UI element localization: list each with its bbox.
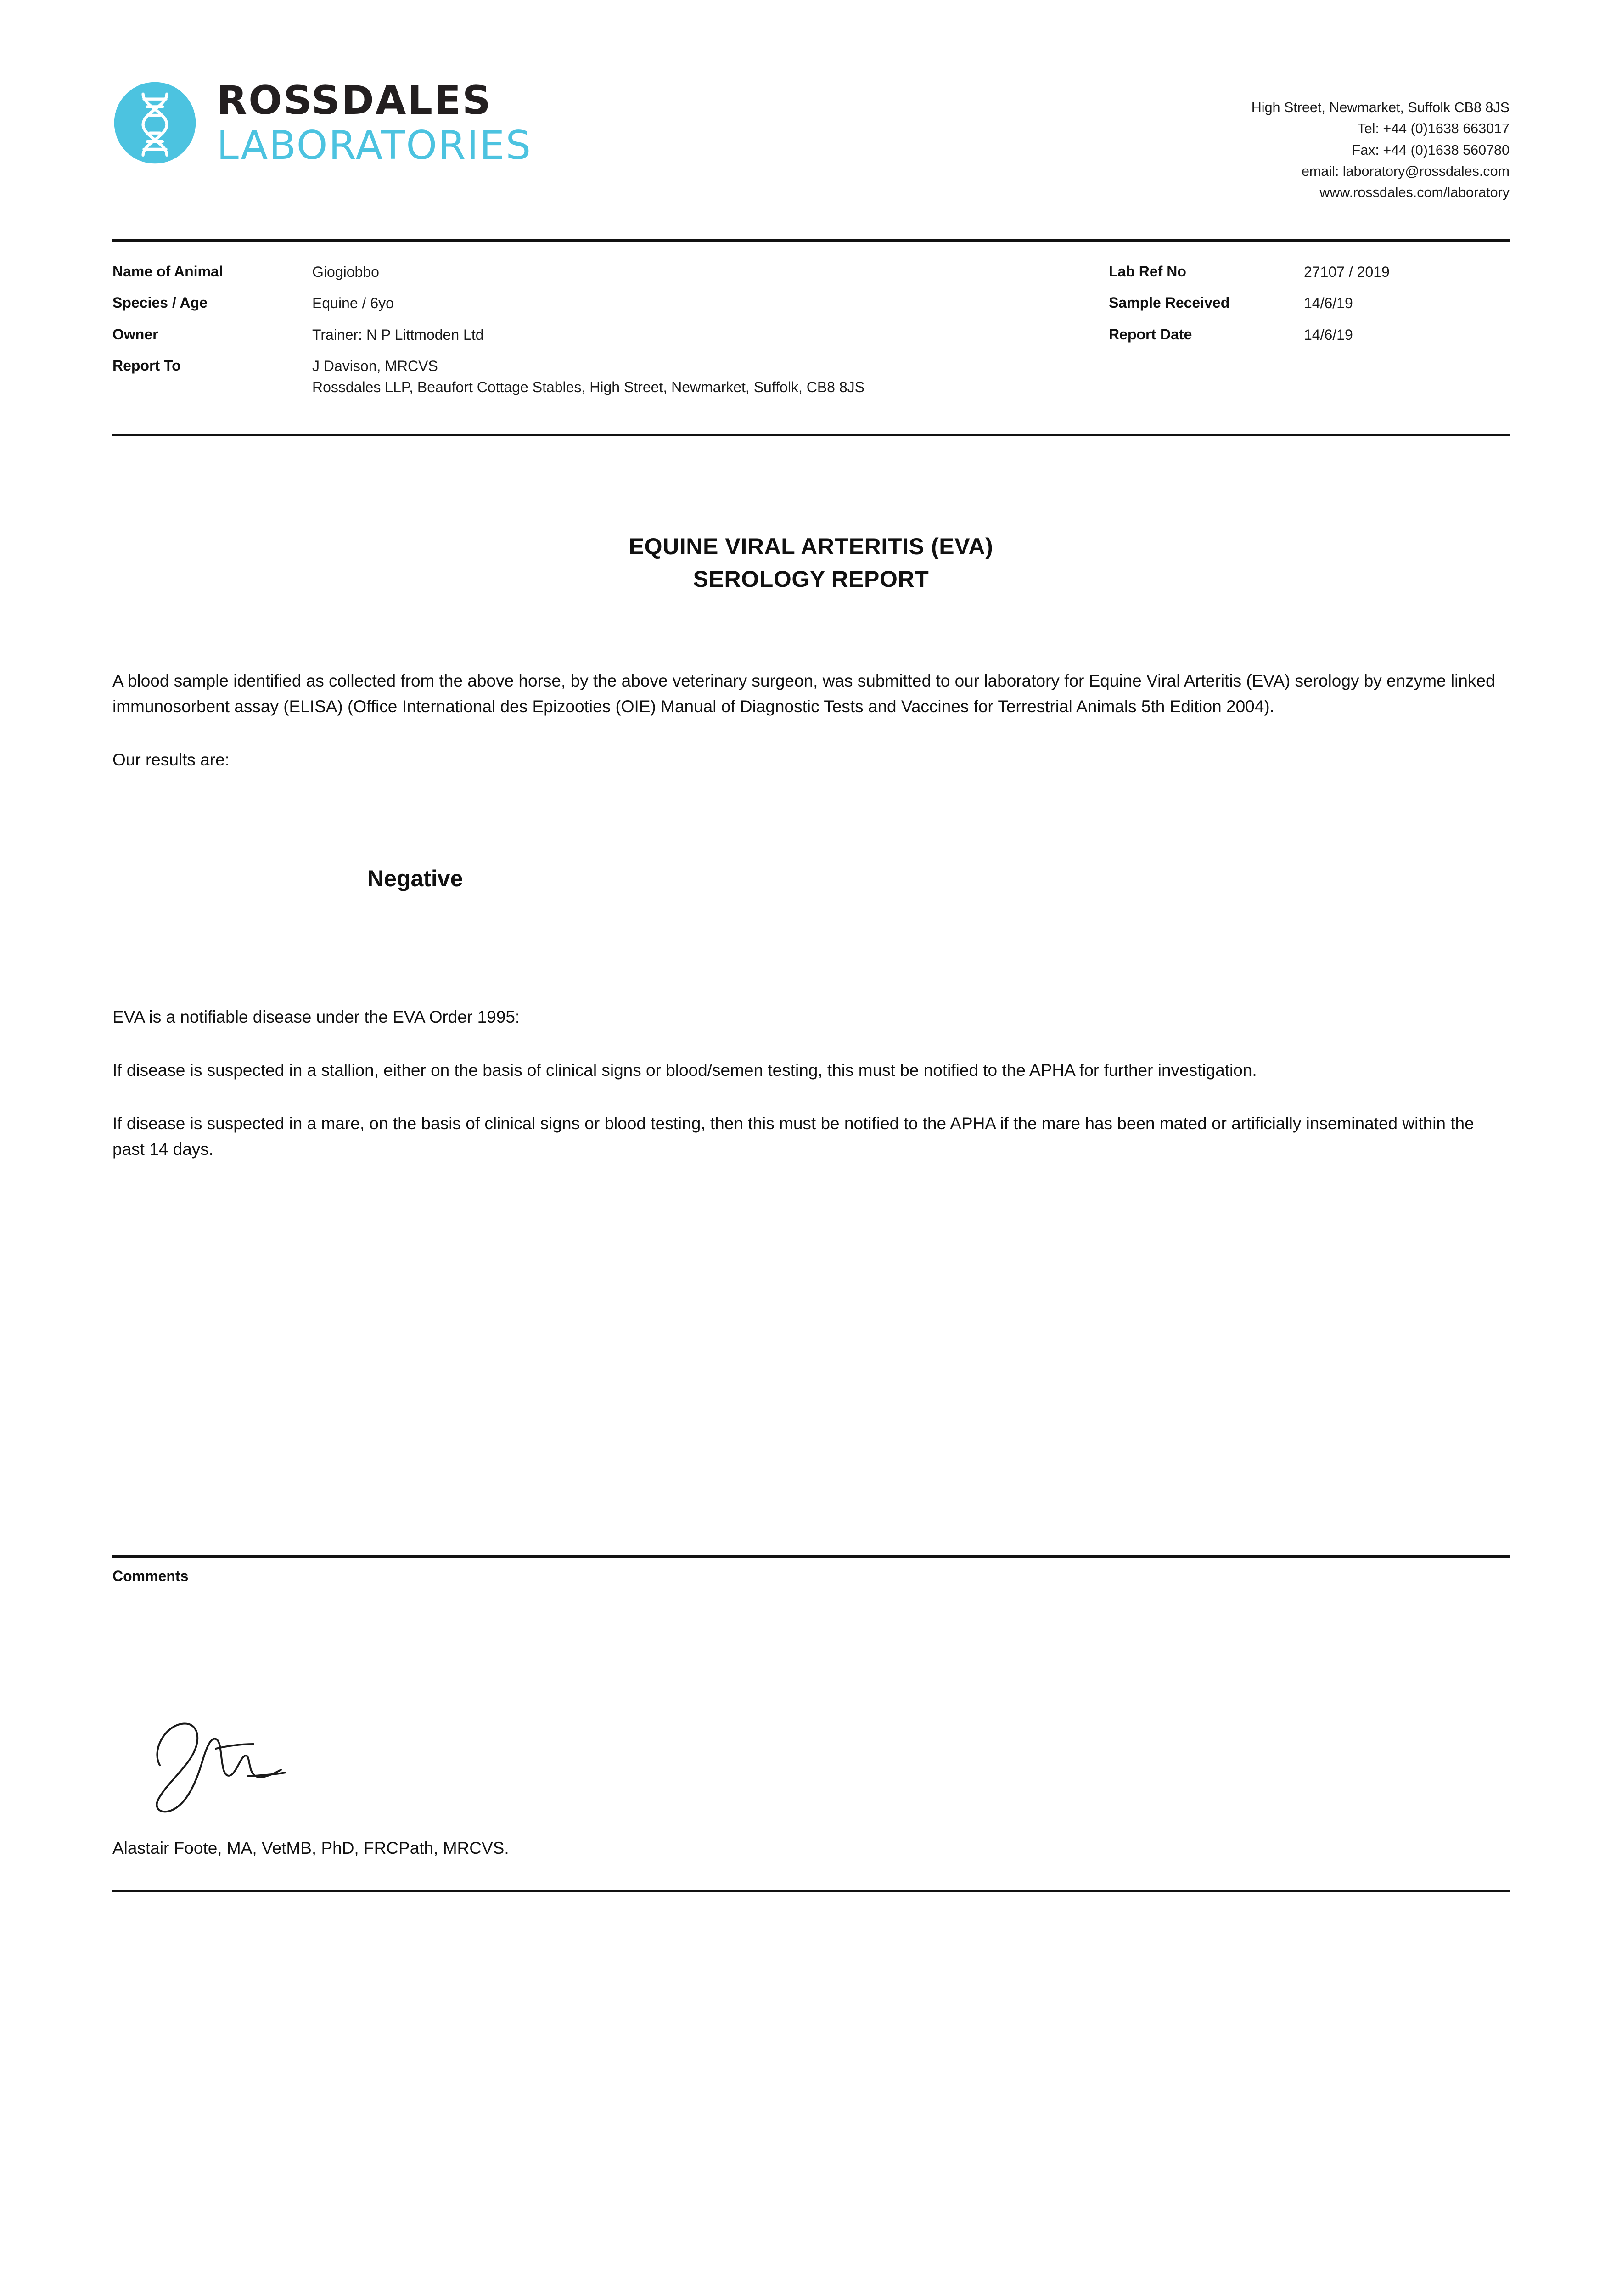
patient-meta-table bbox=[112, 242, 1510, 424]
meta-value-report-to bbox=[312, 356, 864, 398]
meta-value-lab-ref-no: 27107 / 2019 bbox=[1304, 263, 1390, 280]
our-results-label: Our results are: bbox=[112, 750, 230, 770]
meta-column-right bbox=[1109, 262, 1510, 408]
meta-column-left bbox=[112, 262, 1109, 408]
meta-row-report-to bbox=[112, 356, 1109, 398]
report-title bbox=[112, 530, 1510, 596]
meta-divider bbox=[112, 434, 1510, 436]
meta-row-sample-received bbox=[1109, 293, 1510, 314]
contact-tel: Tel: +44 (0)1638 663017 bbox=[1357, 121, 1510, 137]
brand-name-primary: ROSSDALES bbox=[217, 77, 492, 124]
report-title-line-2: SEROLOGY REPORT bbox=[693, 566, 929, 592]
dna-helix-icon bbox=[112, 80, 197, 165]
meta-value-name-of-animal: Giogiobbo bbox=[312, 263, 379, 280]
meta-row-name-of-animal bbox=[112, 262, 1109, 282]
report-to-line-1: J Davison, MRCVS bbox=[312, 358, 438, 375]
meta-row-owner bbox=[112, 325, 1109, 345]
report-title-line-1: EQUINE VIRAL ARTERITIS (EVA) bbox=[629, 533, 993, 559]
meta-label-name-of-animal: Name of Animal bbox=[112, 263, 223, 280]
meta-value-report-date: 14/6/19 bbox=[1304, 326, 1353, 343]
meta-label-report-to: Report To bbox=[112, 357, 181, 374]
contact-website: www.rossdales.com/laboratory bbox=[1319, 185, 1510, 201]
meta-row-species-age bbox=[112, 293, 1109, 314]
meta-label-owner: Owner bbox=[112, 326, 158, 343]
intro-paragraph: A blood sample identified as collected from the above horse, by the above veterinary surgeon, was submitted to our laboratory for Equine Viral Arteritis (EVA) serology by enzyme linked immunosorbent assay (ELISA) (Office International des Epizooties (OIE) Manual of Diagnostic Tests and Vaccines for Terrestrial Animals 5th Edition 2004). bbox=[112, 671, 1495, 716]
notifiable-paragraph: EVA is a notifiable disease under the EVA Order 1995: bbox=[112, 1007, 520, 1026]
brand-logo bbox=[112, 77, 532, 169]
signatory-name: Alastair Foote, MA, VetMB, PhD, FRCPath, MRCVS. bbox=[112, 1838, 509, 1857]
mare-paragraph: If disease is suspected in a mare, on the basis of clinical signs or blood testing, then this must be notified to the APHA if the mare has been mated or artificially inseminated within the past 14 days. bbox=[112, 1114, 1474, 1159]
meta-row-report-date bbox=[1109, 325, 1510, 345]
contact-details bbox=[1252, 80, 1510, 203]
brand-wordmark bbox=[217, 77, 532, 169]
page-header bbox=[112, 0, 1510, 203]
meta-label-sample-received: Sample Received bbox=[1109, 294, 1230, 311]
meta-value-owner: Trainer: N P Littmoden Ltd bbox=[312, 326, 484, 343]
contact-email: email: laboratory@rossdales.com bbox=[1301, 163, 1510, 180]
meta-label-report-date: Report Date bbox=[1109, 326, 1192, 343]
footer-divider bbox=[112, 1890, 1510, 1892]
meta-row-lab-ref-no bbox=[1109, 262, 1510, 282]
meta-value-species-age: Equine / 6yo bbox=[312, 295, 394, 312]
meta-value-sample-received: 14/6/19 bbox=[1304, 295, 1353, 312]
stallion-paragraph: If disease is suspected in a stallion, either on the basis of clinical signs or blood/semen testing, this must be notified to the APHA for further investigation. bbox=[112, 1060, 1257, 1080]
comments-divider bbox=[112, 1555, 1510, 1558]
contact-address: High Street, Newmarket, Suffolk CB8 8JS bbox=[1251, 100, 1510, 115]
meta-label-lab-ref-no: Lab Ref No bbox=[1109, 263, 1186, 280]
comments-label: Comments bbox=[112, 1567, 189, 1584]
meta-label-species-age: Species / Age bbox=[112, 294, 208, 311]
report-to-line-2: Rossdales LLP, Beaufort Cottage Stables, High Street, Newmarket, Suffolk, CB8 8JS bbox=[312, 378, 864, 395]
contact-fax: Fax: +44 (0)1638 560780 bbox=[1352, 142, 1510, 158]
brand-name-secondary: LABORATORIES bbox=[217, 122, 532, 169]
result-value: Negative bbox=[367, 865, 463, 891]
signature-image bbox=[138, 1706, 487, 1830]
